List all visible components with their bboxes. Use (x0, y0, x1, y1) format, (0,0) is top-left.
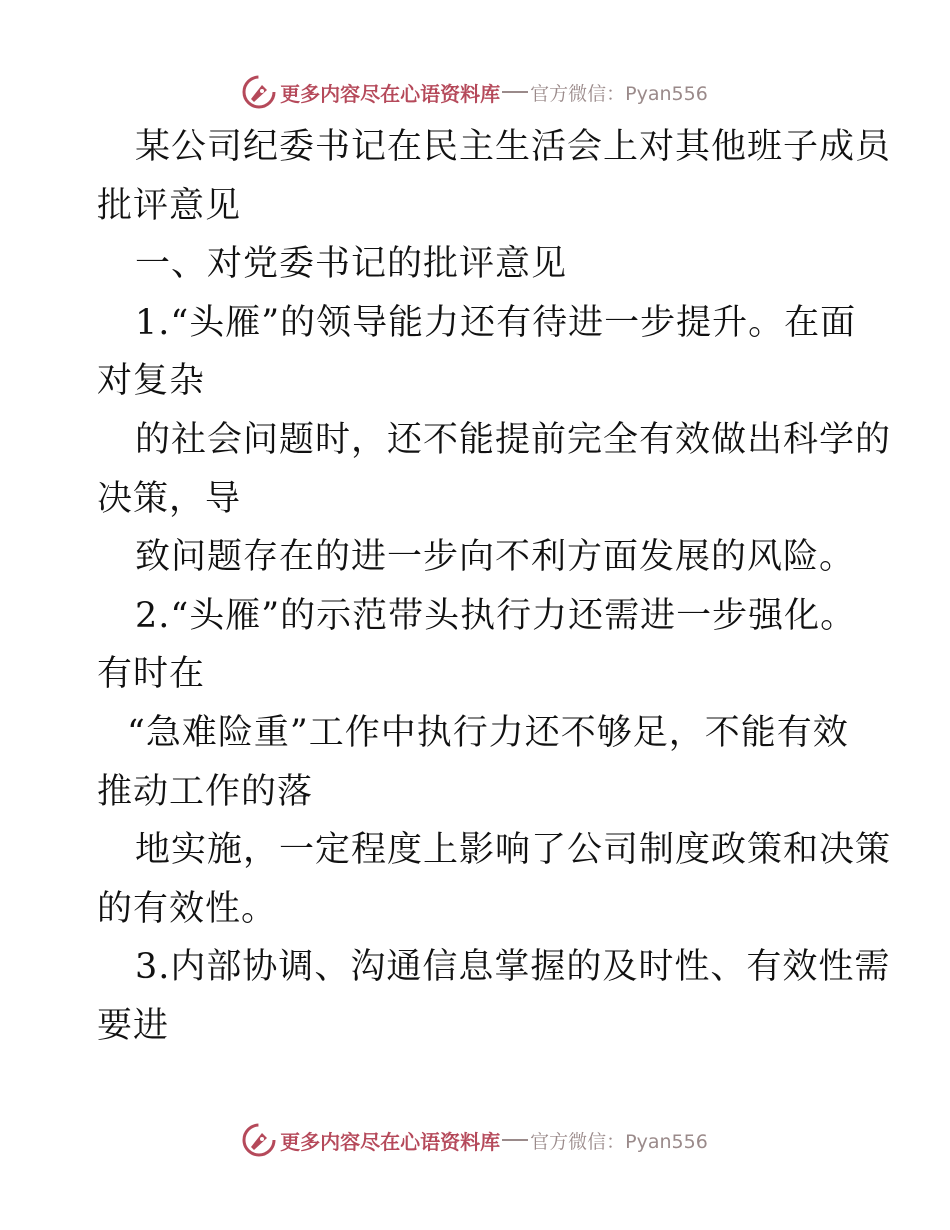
paragraph-line: 1.“头雁”的领导能力还有待进一步提升。在面 (135, 302, 857, 343)
header-watermark (0, 72, 950, 112)
document-body (97, 118, 892, 1056)
paragraph-line: “急难险重”工作中执行力还不够足，不能有效 (127, 712, 849, 753)
paragraph-line: 对复杂 (97, 361, 206, 402)
paragraph-line: 的社会问题时，还不能提前完全有效做出科学的 (135, 419, 892, 460)
paragraph-line: 的有效性。 (97, 888, 278, 929)
paragraph-line: 决策，导 (97, 478, 242, 519)
paragraph-line: 有时在 (97, 654, 206, 695)
paragraph-line: 2.“头雁”的示范带头执行力还需进一步强化。 (135, 595, 857, 636)
section-heading: 一、对党委书记的批评意见 (135, 244, 568, 285)
watermark-dash (502, 1139, 528, 1141)
footer-watermark (0, 1120, 950, 1160)
watermark-brand-text: 更多内容尽在心语资料库 (280, 1129, 501, 1154)
pen-nib-logo-icon (242, 1123, 276, 1157)
paragraph-line: 3.内部协调、沟通信息掌握的及时性、有效性需 (135, 947, 891, 988)
watermark-wechat-text: 官方微信：Pyan556 (530, 1130, 708, 1153)
paragraph-line: 要进 (97, 1005, 170, 1046)
paragraph-line: 地实施，一定程度上影响了公司制度政策和决策 (135, 830, 892, 871)
paragraph-line: 致问题存在的进一步向不利方面发展的风险。 (135, 537, 856, 578)
watermark-dash (502, 91, 528, 93)
paragraph-line: 推动工作的落 (97, 771, 314, 812)
watermark-wechat-text: 官方微信：Pyan556 (530, 82, 708, 105)
pen-nib-logo-icon (242, 75, 276, 109)
watermark-brand-text: 更多内容尽在心语资料库 (280, 81, 501, 106)
doc-title-line-2: 批评意见 (97, 185, 242, 226)
doc-title-line-1: 某公司纪委书记在民主生活会上对其他班子成员 (135, 127, 892, 167)
